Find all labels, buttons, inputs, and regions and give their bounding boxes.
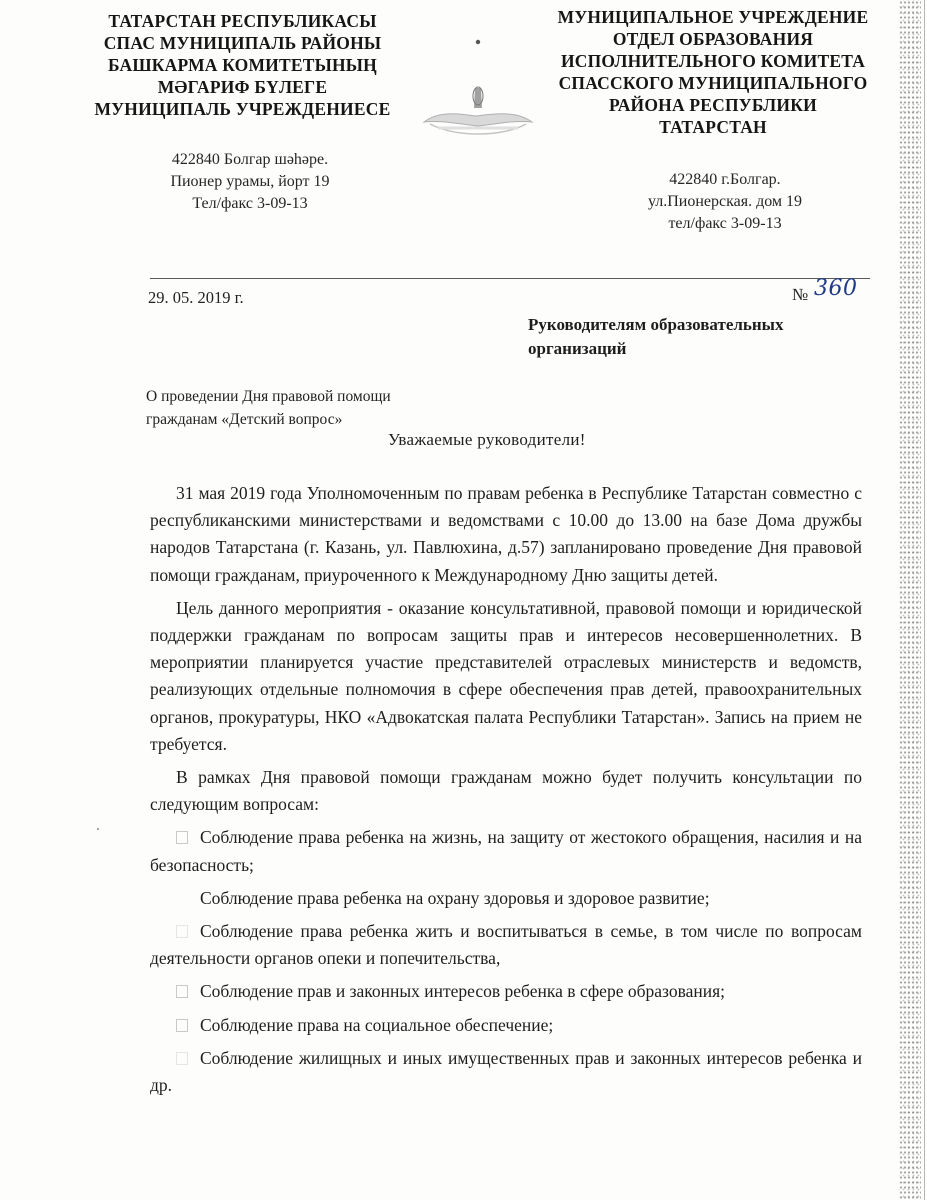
org-line: МӘГАРИФ БҮЛЕГЕ [157,77,328,97]
bullet-box-icon [176,1052,188,1065]
bullet-box-icon [176,831,188,844]
address-line: ул.Пионерская. дом 19 [647,193,803,210]
coat-of-arms-emblem-icon [420,30,540,145]
address-russian [600,169,850,235]
recipient-block [528,313,868,361]
org-line: ТАТАРСТАН РЕСПУБЛИКАСЫ [108,11,377,31]
recipient-line: Руководителям образовательных [528,315,784,334]
bullet-box-icon [176,985,188,998]
letter-body [150,480,862,1105]
list-item [150,885,862,912]
list-item [150,978,862,1005]
letter-date: 29. 05. 2019 г. [148,288,244,307]
list-item [150,824,862,878]
org-line: ОТДЕЛ ОБРАЗОВАНИЯ [612,29,814,49]
address-line: 422840 г.Болгар. [669,171,781,188]
list-item-text: Соблюдение жилищных и иных имущественных прав и законных интересов ребенка и др. [150,1047,862,1096]
list-item-text: Соблюдение прав и законных интересов ребенка в сфере образования; [200,981,726,1002]
subject-line: О проведении Дня правовой помощи [146,388,391,405]
scan-edge-line [924,0,925,1200]
body-paragraph: 31 мая 2019 года Уполномоченным по правам ребенка в Республике Татарстан совместно с республиканскими министерствами и ведомствами с 10.00 до 13.00 на базе Дома дружбы народов Татарстана (г. Казань, ул. Павлюхина, д.57) запланировано проведение Дня правовой помощи гражданам, приуроченного к Международному Дню защиты детей. [150,483,862,585]
address-line: тел/факс 3-09-13 [668,215,782,232]
address-line: Пионер урамы, йорт 19 [170,173,330,190]
org-line: СПАС МУНИЦИПАЛЬ РАЙОНЫ [103,33,382,53]
list-item [150,918,862,972]
body-paragraph: В рамках Дня правовой помощи гражданам можно будет получить консультации по следующим вопросам: [150,767,862,815]
org-line: МУНИЦИПАЛЬ УЧРЕЖДЕНИЕСЕ [94,99,391,119]
header-tatar-org [70,10,415,120]
address-line: Тел/факс 3-09-13 [192,195,308,212]
list-item [150,1012,862,1039]
list-item-text: Соблюдение права на социальное обеспечение; [200,1014,554,1035]
address-line: 422840 Болгар шәһәре. [171,151,329,168]
header-divider [150,278,870,279]
list-item-text: Соблюдение права ребенка на охрану здоровья и здоровое развитие; [200,887,710,908]
list-item [150,1045,862,1099]
org-line: СПАССКОГО МУНИЦИПАЛЬНОГО [558,73,868,93]
header-russian-org [548,6,878,138]
subject-line: гражданам «Детский вопрос» [146,411,343,428]
org-line: МУНИЦИПАЛЬНОЕ УЧРЕЖДЕНИЕ [557,7,869,27]
subject-block [146,385,506,431]
recipient-line: организаций [528,339,627,358]
list-item-text: Соблюдение права ребенка жить и воспитываться в семье, в том числе по вопросам деятельности органов опеки и попечительства, [150,921,862,969]
bullet-box-icon [176,1019,188,1032]
bullet-box-icon [176,892,188,905]
consultation-topics-list [150,824,862,1099]
list-item-text: Соблюдение права ребенка на жизнь, на защиту от жестокого обращения, насилия и на безопасность; [150,827,862,875]
body-paragraph: Цель данного мероприятия - оказание консультативной, правовой помощи и юридической поддержки гражданам по вопросам защиты прав и интересов несовершеннолетних. В мероприятии планируется участие представителей отраслевых министерств и ведомств, реализующих отдельные полномочия в сфере обеспечения прав детей, правоохранительных органов, прокуратуры, НКО «Адвокатская палата Республики Татарстан». Запись на прием не требуется. [150,597,862,754]
scan-edge-artifact [899,0,921,1200]
number-sign: № [792,285,809,304]
org-line: РАЙОНА РЕСПУБЛИКИ [609,95,817,115]
org-line: БАШКАРМА КОМИТЕТЫНЫҢ [107,55,377,75]
salutation: Уважаемые руководители! [388,430,586,449]
org-line: ТАТАРСТАН [659,117,767,137]
bullet-box-icon [176,925,188,938]
scan-speck [97,828,99,830]
handwritten-letter-number: 360 [814,276,858,301]
address-tatar [130,149,370,215]
org-line: ИСПОЛНИТЕЛЬНОГО КОМИТЕТА [560,51,866,71]
